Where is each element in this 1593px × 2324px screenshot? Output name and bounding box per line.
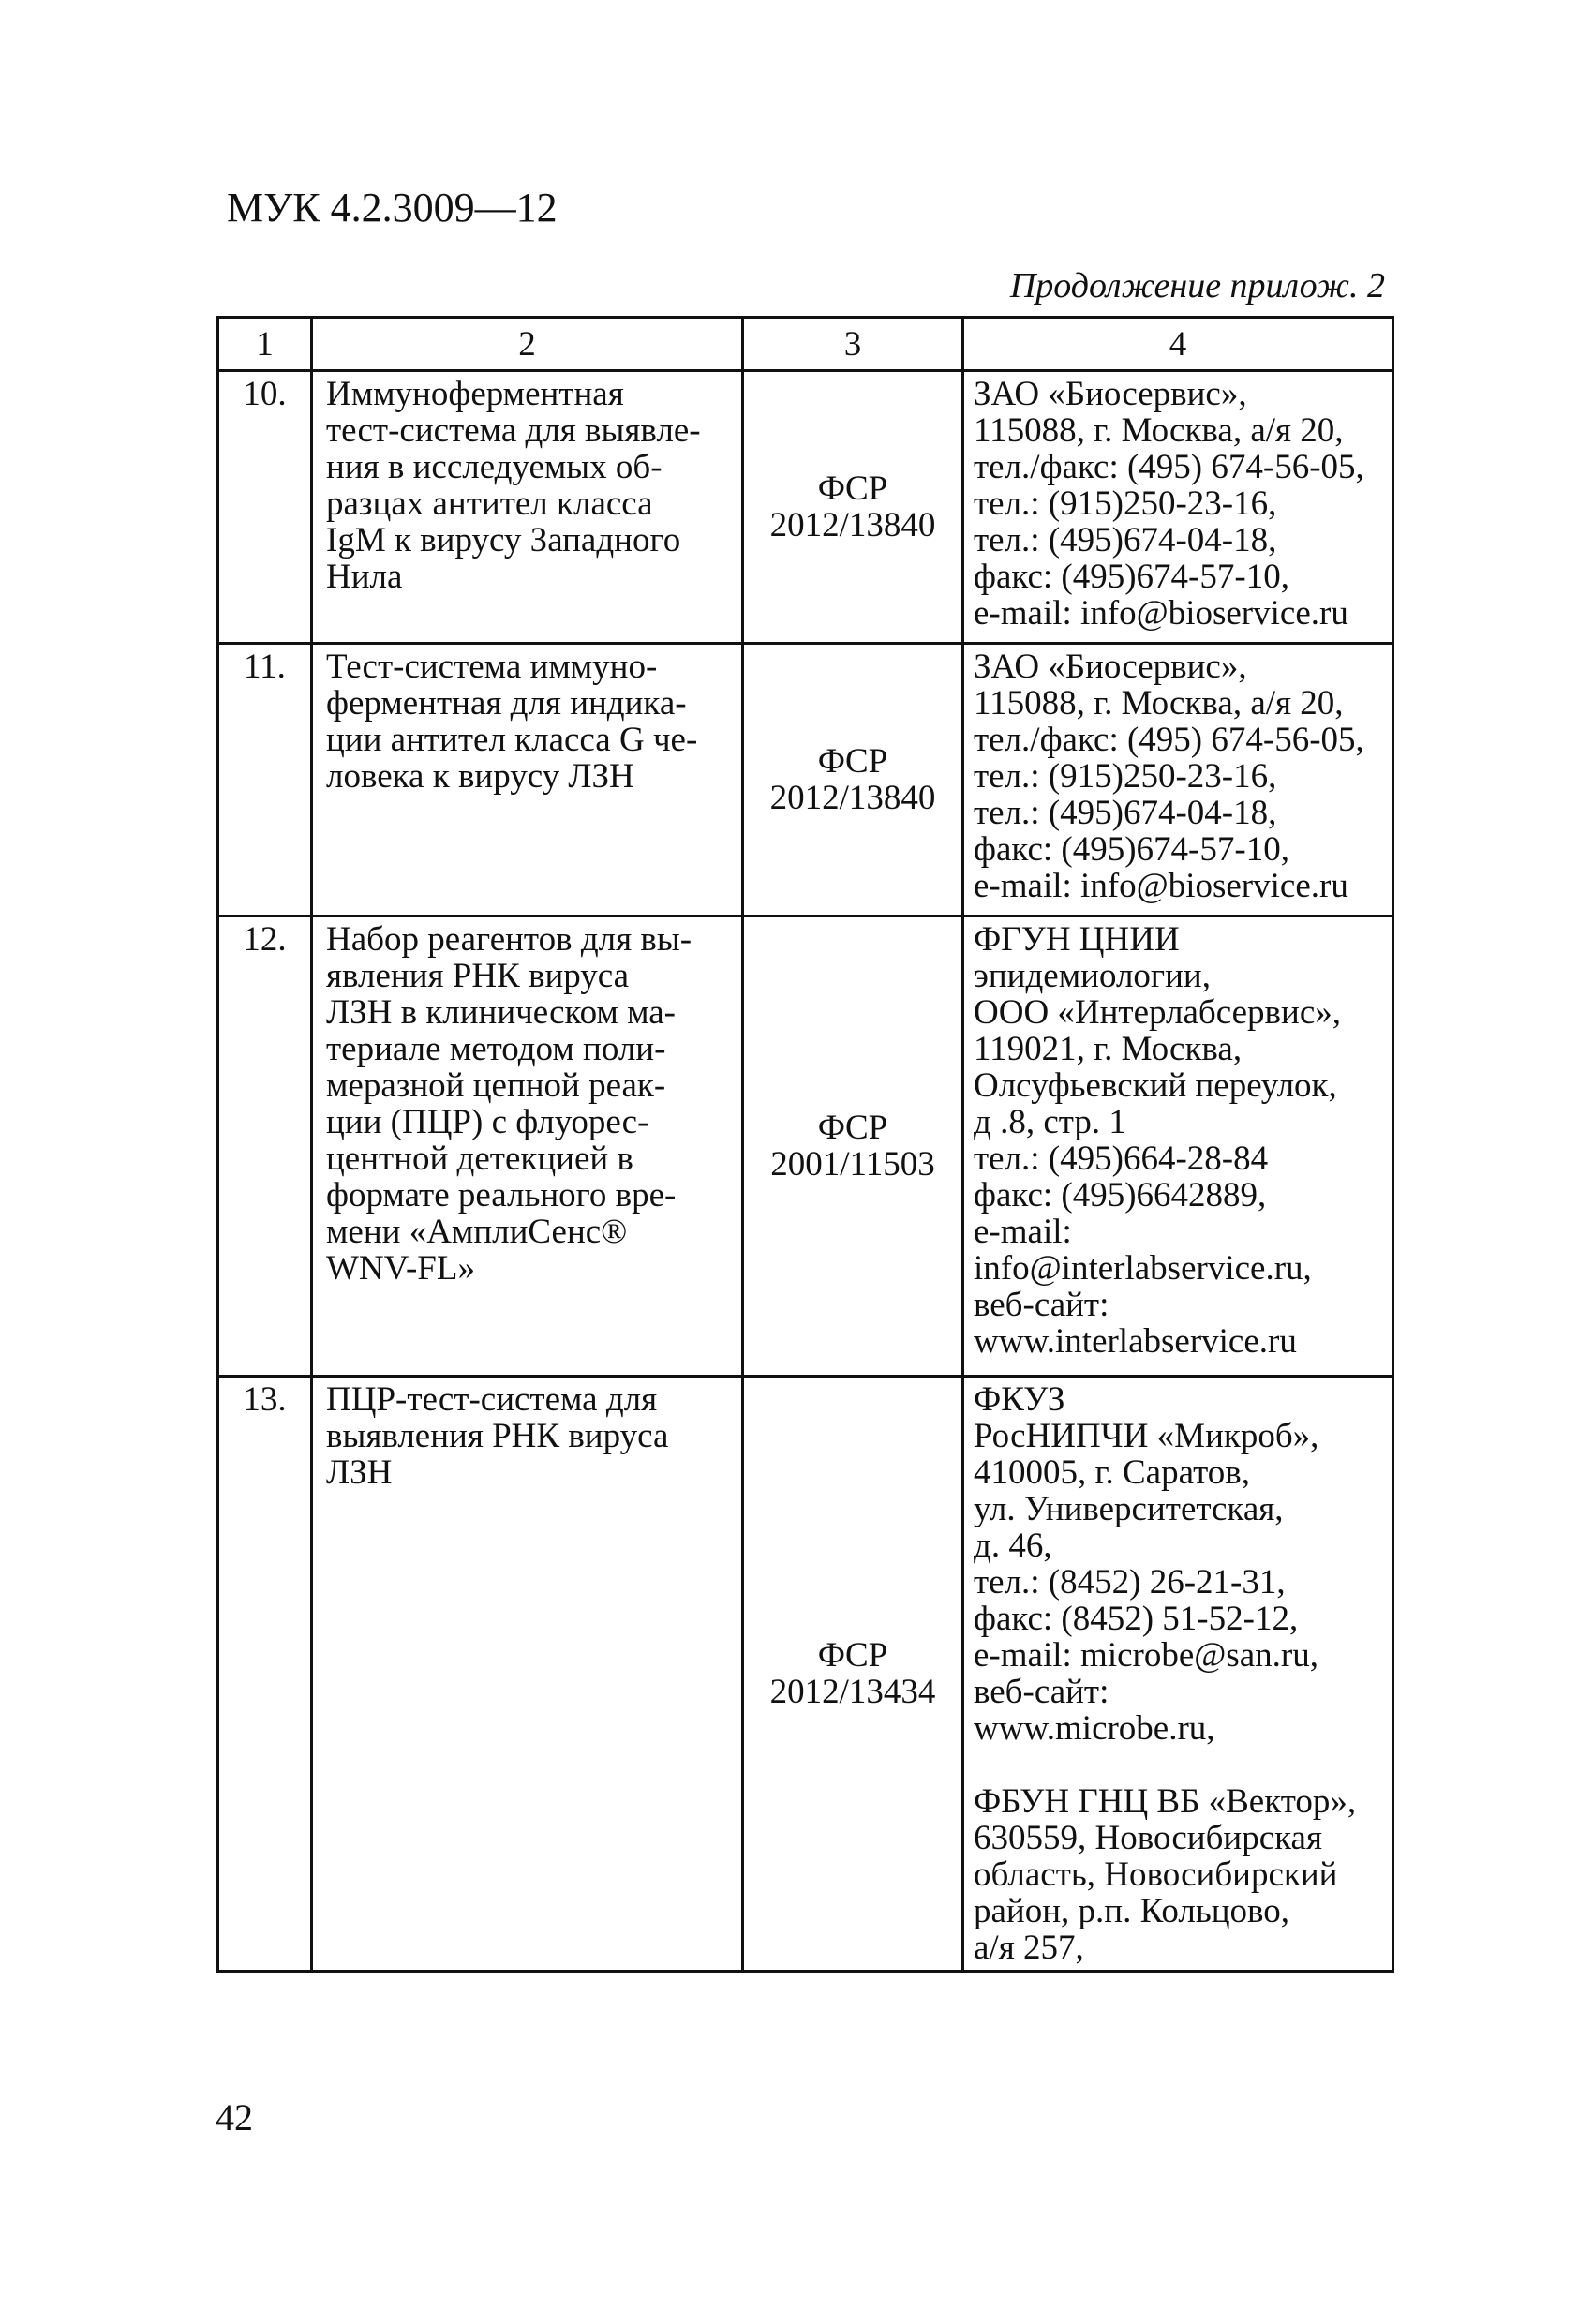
row-number: 10. (218, 371, 312, 644)
manufacturer-info: ФКУЗ РосНИПЧИ «Микроб», 410005, г. Саратов, ул. Университетская, д. 46, тел.: (8452) 26-21-31, факс: (8452) 51-52-12, e-mail: microbe@san.ru, веб-сайт: www.microbe.ru, ФБУН ГНЦ ВБ «Вектор», 630559, Новосибирская область, Новосибирский район, р.п. Кольцово, а/я 257, (963, 1377, 1393, 1972)
table-row (218, 1377, 1393, 1972)
column-header-2: 2 (312, 318, 743, 371)
column-header-1: 1 (218, 318, 312, 371)
registration-cell (743, 644, 963, 916)
table-row (218, 371, 1393, 644)
registration-label: ФСР (817, 469, 888, 508)
registration-label: ФСР (817, 1636, 888, 1675)
product-name: ПЦР-тест-система для выявления РНК вируса ЛЗН (312, 1377, 743, 1972)
manufacturer-info: ЗАО «Биосервис», 115088, г. Москва, а/я 20, тел./факс: (495) 674-56-05, тел.: (915)250-23-16, тел.: (495)674-04-18, факс: (495)674-57-10, e-mail: info@bioservice.ru (963, 371, 1393, 644)
manufacturer-info: ЗАО «Биосервис», 115088, г. Москва, а/я 20, тел./факс: (495) 674-56-05, тел.: (915)250-23-16, тел.: (495)674-04-18, факс: (495)674-57-10, e-mail: info@bioservice.ru (963, 644, 1393, 916)
registration-number: 2012/13840 (769, 779, 936, 817)
registration-cell (743, 916, 963, 1377)
product-name: Набор реагентов для вы- явления РНК вируса ЛЗН в клиническом ма- териале методом поли- меразной цепной реак- ции (ПЦР) с флуорес- центной детекцией в формате реального вре- мени «АмплиСенс® WNV-FL» (312, 916, 743, 1377)
row-number: 12. (218, 916, 312, 1377)
continuation-note: Продолжение прилож. 2 (1009, 266, 1385, 305)
registration-number: 2001/11503 (770, 1145, 935, 1184)
table-header-row (218, 318, 1393, 371)
registration-label: ФСР (817, 742, 888, 781)
registration-number: 2012/13434 (769, 1673, 936, 1711)
registration-table (216, 316, 1394, 1973)
registration-cell (743, 1377, 963, 1972)
registration-number: 2012/13840 (769, 506, 936, 544)
column-header-4: 4 (963, 318, 1393, 371)
product-name: Тест-система иммуно- ферментная для индика- ции антител класса G че- ловека к вирусу ЛЗН (312, 644, 743, 916)
table-row (218, 644, 1393, 916)
table-row (218, 916, 1393, 1377)
registration-cell (743, 371, 963, 644)
row-number: 13. (218, 1377, 312, 1972)
row-number: 11. (218, 644, 312, 916)
manufacturer-info: ФГУН ЦНИИ эпидемиологии, ООО «Интерлабсервис», 119021, г. Москва, Олсуфьевский переулок, д .8, стр. 1 тел.: (495)664-28-84 факс: (495)6642889, e-mail: info@interlabservice.ru, веб-сайт: www.interlabservice.ru (963, 916, 1393, 1377)
document-code: МУК 4.2.3009—12 (227, 185, 558, 231)
registration-label: ФСР (817, 1109, 888, 1147)
product-name: Иммуноферментная тест-система для выявле- ния в исследуемых об- разцах антител класса IgM к вирусу Западного Нила (312, 371, 743, 644)
column-header-3: 3 (743, 318, 963, 371)
page-number: 42 (216, 2096, 253, 2138)
